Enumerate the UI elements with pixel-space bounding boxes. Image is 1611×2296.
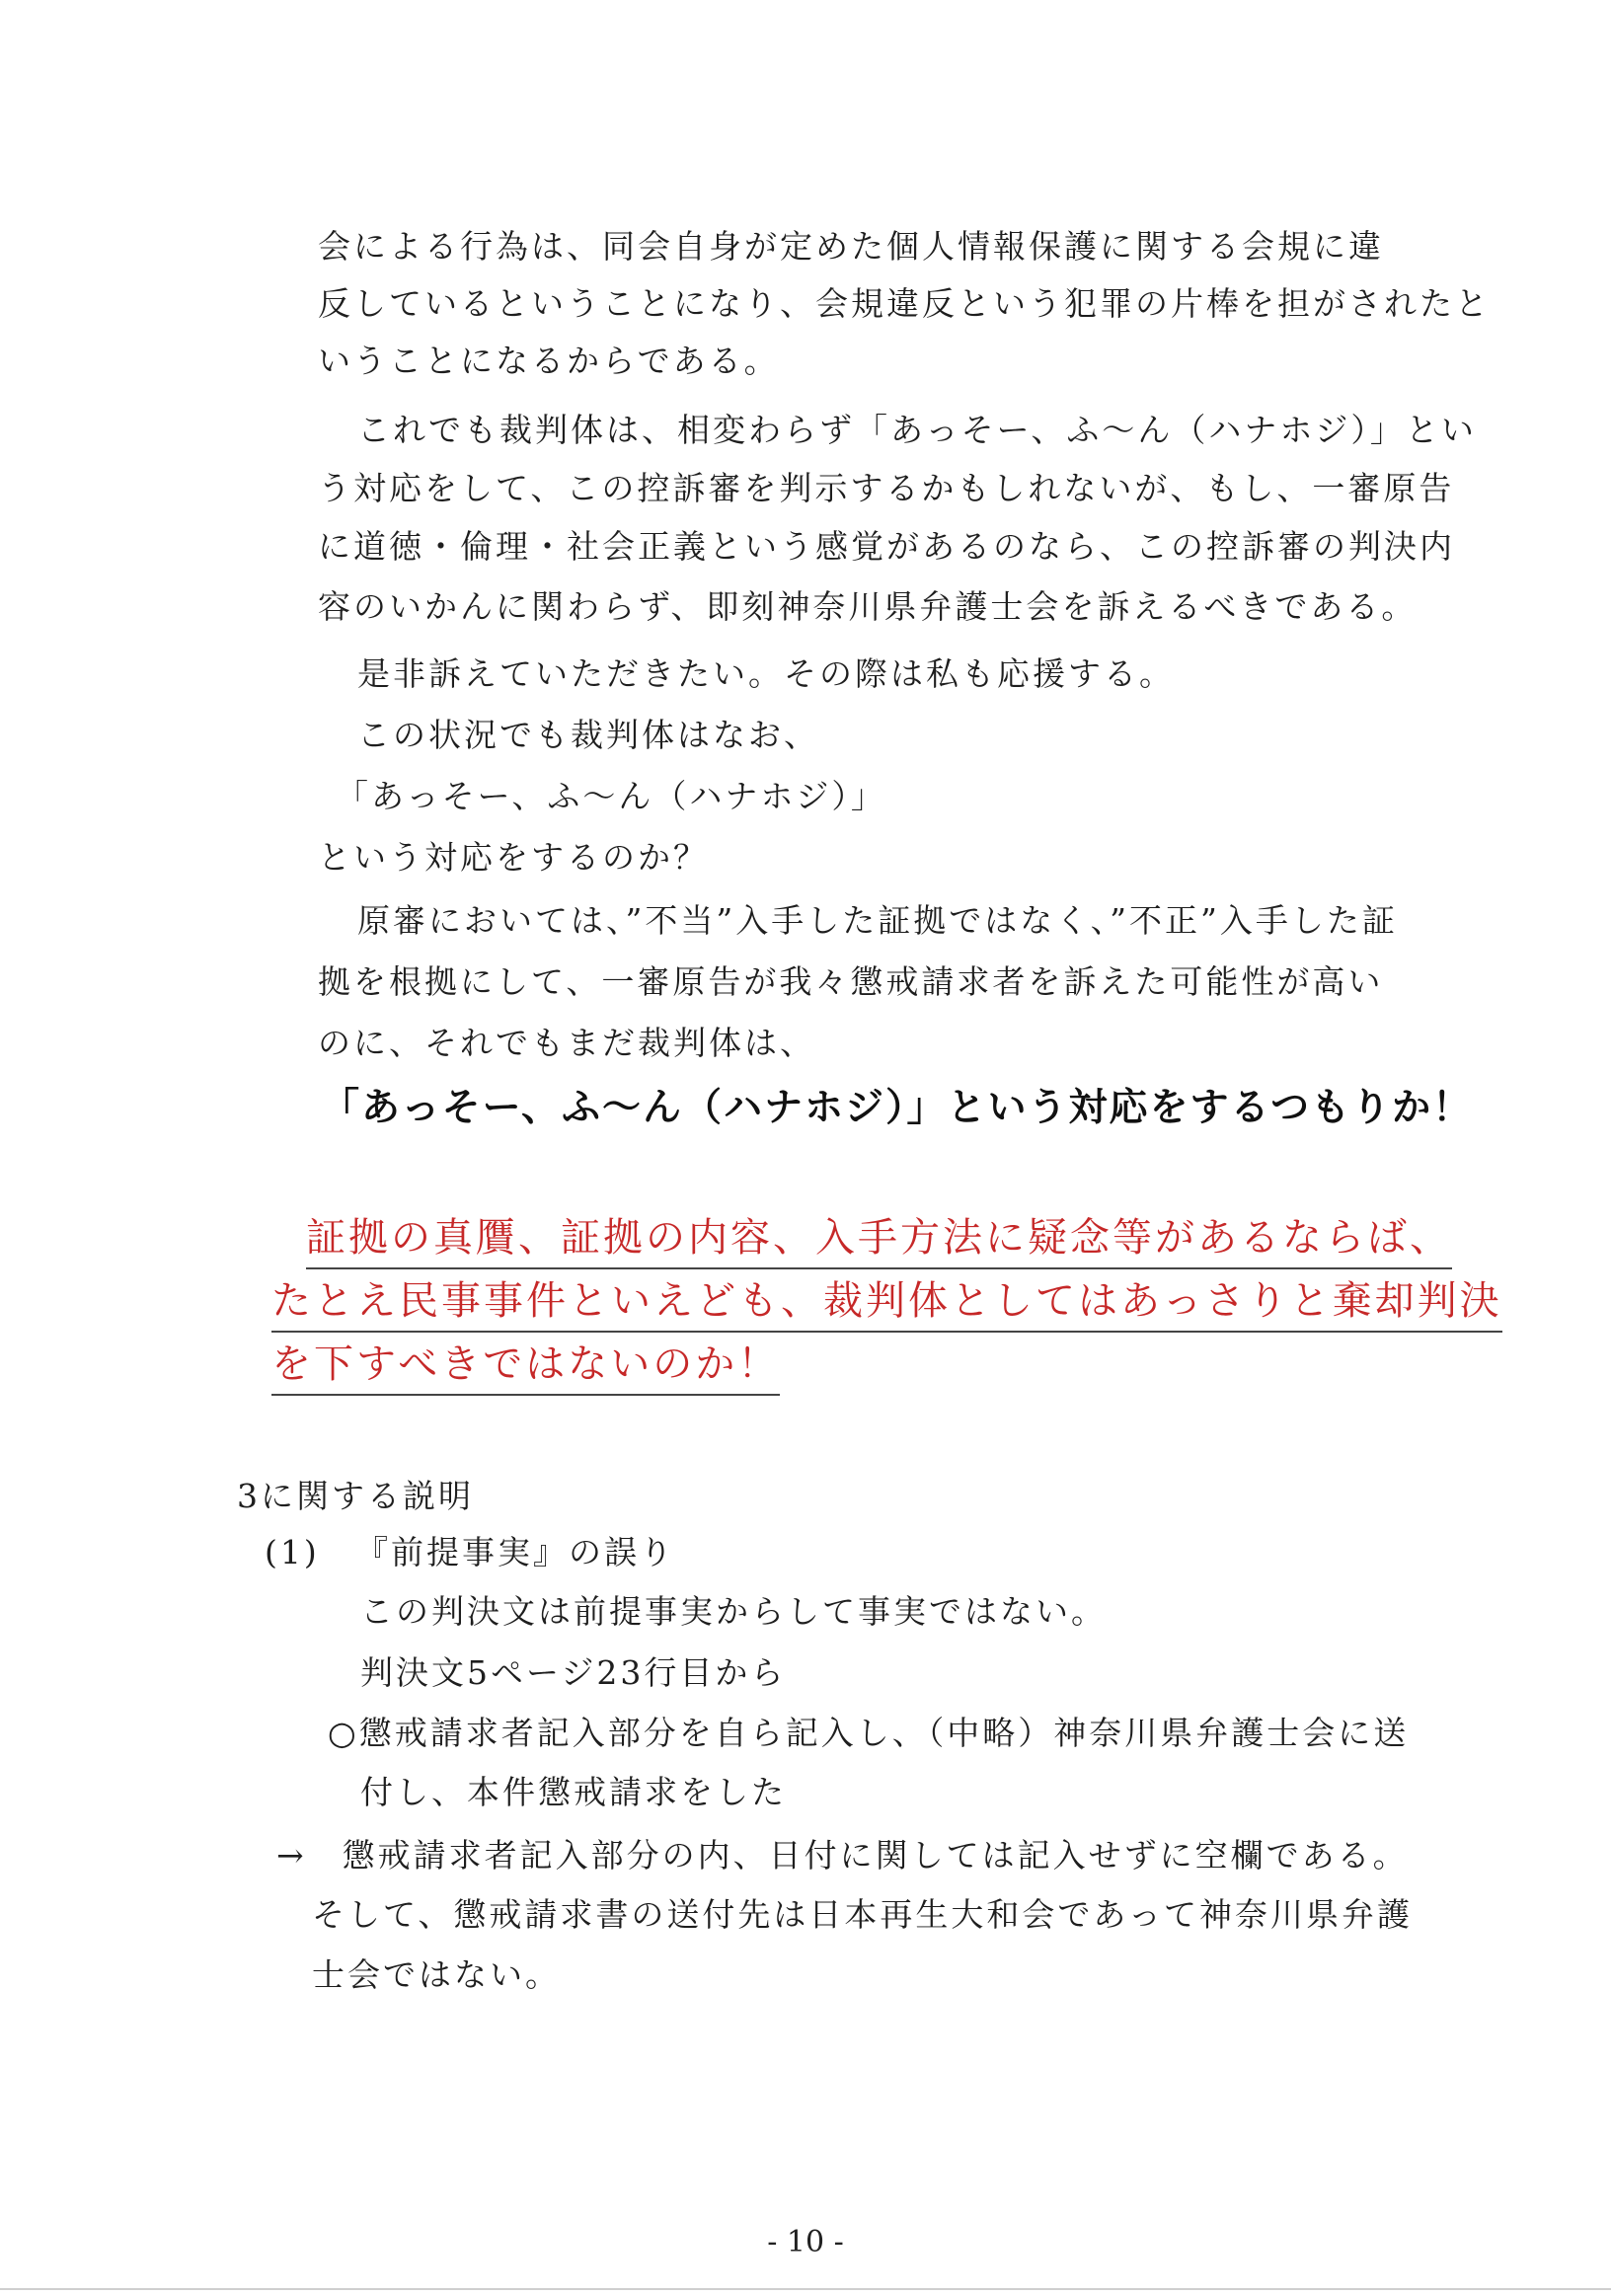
text-line: 「あっそー、ふ～ん（ハナホジ）」 [336, 777, 886, 815]
subsection-number: (1) [265, 1533, 320, 1571]
text-line: 拠を根拠にして、一審原告が我々懲戒請求者を訴えた可能性が高い [318, 962, 1384, 1001]
text-line: に道徳・倫理・社会正義という感覚があるのなら、この控訴審の判決内 [318, 527, 1455, 566]
text-line: 判決文5ページ23行目から [360, 1653, 787, 1692]
text-line: のに、それでもまだ裁判体は、 [318, 1024, 815, 1062]
text-line: 反しているということになり、会規違反という犯罪の片棒を担がされたと [318, 284, 1491, 323]
subsection-title: 『前提事実』の誤り [355, 1533, 675, 1571]
page-number: - 10 - [767, 2225, 844, 2259]
bottom-edge-rule [0, 2288, 1611, 2290]
emphasis-red-line: 証拠の真贋、証拠の内容、入手方法に疑念等があるならば、 [306, 1210, 1452, 1269]
text-line: 付し、本件懲戒請求をした [360, 1773, 787, 1811]
text-line: この状況でも裁判体はなお、 [357, 716, 819, 754]
text-line: いうことになるからである。 [318, 342, 780, 380]
text-line: 原審においては、”不当”入手した証拠ではなく、”不正”入手した証 [357, 901, 1398, 940]
text-line: 容のいかんに関わらず、即刻神奈川県弁護士会を訴えるべきである。 [318, 587, 1418, 626]
text-line: 是非訴えていただきたい。その際は私も応援する。 [357, 654, 1175, 693]
text-line: う対応をして、この控訴審を判示するかもしれないが、もし、一審原告 [318, 469, 1455, 507]
text-line: この判決文は前提事実からして事実ではない。 [360, 1592, 1107, 1631]
section-heading: 3に関する説明 [237, 1477, 474, 1515]
text-line: という対応をするのか？ [318, 838, 709, 877]
text-line: これでも裁判体は、相変わらず「あっそー、ふ～ん（ハナホジ）」とい [357, 411, 1477, 449]
text-line: 会による行為は、同会自身が定めた個人情報保護に関する会規に違 [318, 227, 1384, 266]
emphasis-bold-line: 「あっそー、ふ～ん（ハナホジ）」という対応をするつもりか！ [321, 1085, 1474, 1130]
emphasis-red-line: たとえ民事事件といえども、裁判体としてはあっさりと棄却判決 [271, 1273, 1502, 1333]
text-line: そして、懲戒請求書の送付先は日本再生大和会であって神奈川県弁護 [312, 1895, 1414, 1934]
text-line: 士会ではない。 [312, 1955, 561, 1994]
text-line: ○懲戒請求者記入部分を自ら記入し、（中略）神奈川県弁護士会に送 [328, 1714, 1410, 1752]
text-line: → 懲戒請求者記入部分の内、日付に関しては記入せずに空欄である。 [276, 1836, 1409, 1875]
emphasis-red-line: を下すべきではないのか！ [271, 1337, 780, 1396]
